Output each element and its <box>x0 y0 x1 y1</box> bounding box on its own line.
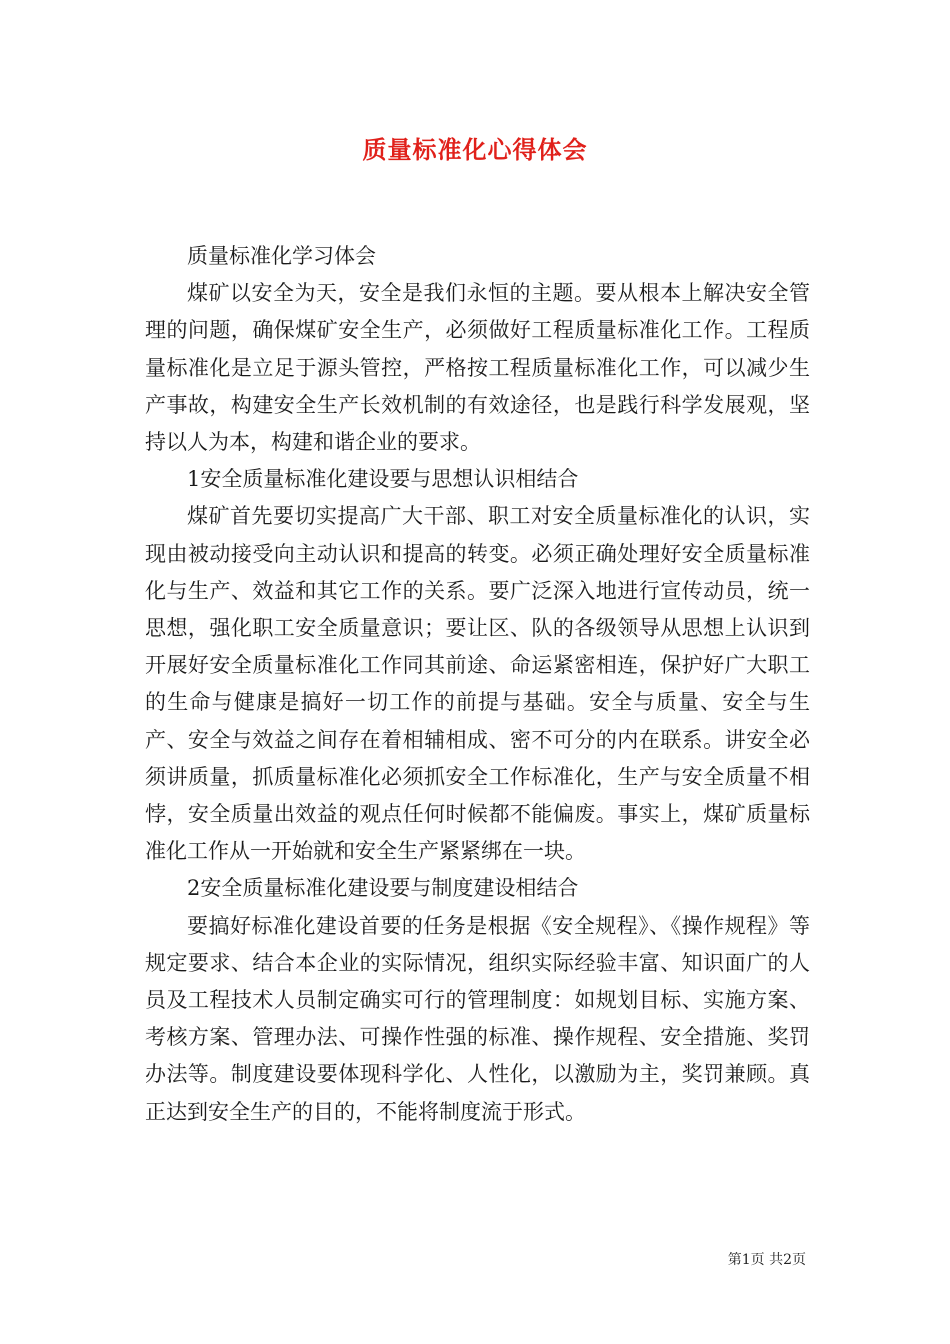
paragraph-subtitle: 质量标准化学习体会 <box>187 244 376 268</box>
section-heading-1: 1安全质量标准化建设要与思想认识相结合 <box>187 467 579 492</box>
paragraph-section-2: 要搞好标准化建设首要的任务是根据《安全规程》、《操作规程》等规定要求、结合本企业的实际情况，组织实际经验丰富、知识面广的人员及工程技术人员制定确实可行的管理制度：如规划目标、实施方案、考核方案、管理办法、可操作性强的标准、操作规程、安全措施、奖罚办法等。制度建设要体现科学化、人性化，以激励为主，奖罚兼顾。真正达到安全生产的目的，不能将制度流于形式。 <box>145 913 810 1124</box>
paragraph-intro: 煤矿以安全为天，安全是我们永恒的主题。要从根本上解决安全管理的问题，确保煤矿安全生产，必须做好工程质量标准化工作。工程质量标准化是立足于源头管控，严格按工程质量标准化工作，可以减少生产事故，构建安全生产长效机制的有效途径，也是践行科学发展观，坚持以人为本，构建和谐企业的要求。 <box>145 281 810 455</box>
page-number: 第1页 共2页 <box>727 1252 806 1268</box>
document-body <box>145 238 810 1131</box>
document-title: 质量标准化心得体会 <box>362 135 588 164</box>
paragraph-section-1: 煤矿首先要切实提高广大干部、职工对安全质量标准化的认识，实现由被动接受向主动认识和提高的转变。必须正确处理好安全质量标准化与生产、效益和其它工作的关系。要广泛深入地进行宣传动员，统一思想，强化职工安全质量意识；要让区、队的各级领导从思想上认识到开展好安全质量标准化工作同其前途、命运紧密相连，保护好广大职工的生命与健康是搞好一切工作的前提与基础。安全与质量、安全与生产、安全与效益之间存在着相辅相成、密不可分的内在联系。讲安全必须讲质量，抓质量标准化必须抓安全工作标准化，生产与安全质量不相悖，安全质量出效益的观点任何时候都不能偏废。事实上，煤矿质量标准化工作从一开始就和安全生产紧紧绑在一块。 <box>145 504 810 864</box>
section-heading-2: 2安全质量标准化建设要与制度建设相结合 <box>187 876 579 901</box>
